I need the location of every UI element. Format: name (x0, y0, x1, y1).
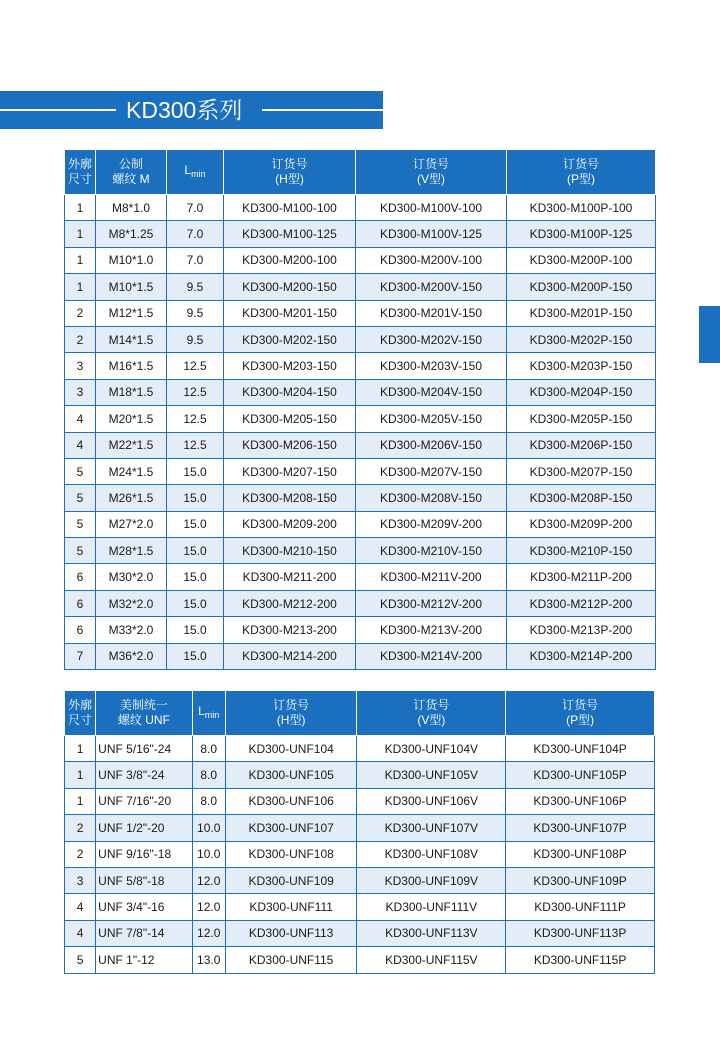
cell-size: 6 (65, 590, 96, 616)
side-tab-marker (699, 306, 720, 363)
cell-size: 4 (65, 920, 96, 946)
cell-lmin: 7.0 (167, 221, 224, 247)
cell-lmin: 8.0 (192, 762, 225, 788)
cell-size: 7 (65, 643, 96, 669)
cell-order-p: KD300-M211P-200 (507, 564, 656, 590)
cell-order-p: KD300-UNF115P (506, 947, 655, 973)
cell-order-p: KD300-UNF113P (506, 920, 655, 946)
cell-size: 2 (65, 841, 96, 867)
cell-thread: UNF 1/2"-20 (96, 815, 192, 841)
cell-lmin: 12.5 (167, 432, 224, 458)
cell-order-p: KD300-UNF106P (506, 788, 655, 814)
cell-order-p: KD300-M100P-100 (507, 195, 656, 221)
cell-order-h: KD300-UNF108 (225, 841, 357, 867)
cell-thread: UNF 3/8"-24 (96, 762, 192, 788)
cell-order-h: KD300-UNF115 (225, 947, 357, 973)
header-order-p-line1: 订货号 (562, 157, 599, 171)
cell-size: 5 (65, 458, 96, 484)
cell-order-v: KD300-M205V-150 (356, 406, 507, 432)
cell-order-p: KD300-M213P-200 (507, 617, 656, 643)
table-row (65, 247, 656, 273)
header-size-line1: 外廓 (68, 698, 93, 712)
table-row (65, 947, 655, 973)
cell-order-v: KD300-M202V-150 (356, 326, 507, 352)
cell-lmin: 13.0 (192, 947, 225, 973)
cell-thread: UNF 7/16"-20 (96, 788, 192, 814)
cell-size: 1 (65, 274, 96, 300)
cell-thread: M32*2.0 (96, 590, 167, 616)
cell-order-h: KD300-M203-150 (224, 353, 356, 379)
cell-thread: M20*1.5 (96, 406, 167, 432)
cell-order-v: KD300-UNF106V (357, 788, 506, 814)
header-order-h (224, 150, 356, 195)
cell-order-v: KD300-UNF109V (357, 867, 506, 893)
cell-size: 5 (65, 947, 96, 973)
table-row (65, 353, 656, 379)
table-row (65, 894, 655, 920)
cell-thread: UNF 3/4"-16 (96, 894, 192, 920)
cell-order-v: KD300-UNF104V (357, 736, 506, 762)
cell-thread: M8*1.0 (96, 195, 167, 221)
cell-thread: UNF 7/8"-14 (96, 920, 192, 946)
cell-thread: M10*1.0 (96, 247, 167, 273)
cell-lmin: 15.0 (167, 564, 224, 590)
table-row (65, 458, 656, 484)
cell-order-p: KD300-M208P-150 (507, 485, 656, 511)
cell-thread: M26*1.5 (96, 485, 167, 511)
table-row (65, 762, 655, 788)
cell-order-v: KD300-UNF115V (357, 947, 506, 973)
cell-size: 2 (65, 300, 96, 326)
cell-lmin: 12.5 (167, 353, 224, 379)
table-row (65, 485, 656, 511)
cell-order-p: KD300-M214P-200 (507, 643, 656, 669)
cell-order-v: KD300-M203V-150 (356, 353, 507, 379)
cell-order-h: KD300-M213-200 (224, 617, 356, 643)
header-order-v-line2: (V型) (417, 713, 446, 727)
cell-order-h: KD300-M204-150 (224, 379, 356, 405)
cell-order-h: KD300-M201-150 (224, 300, 356, 326)
table-row (65, 643, 656, 669)
table-row (65, 815, 655, 841)
cell-order-v: KD300-M200V-150 (356, 274, 507, 300)
header-order-h-line2: (H型) (275, 172, 304, 186)
cell-order-p: KD300-M200P-150 (507, 274, 656, 300)
cell-size: 2 (65, 326, 96, 352)
cell-order-h: KD300-UNF113 (225, 920, 357, 946)
metric-thread-table (64, 149, 656, 670)
cell-order-h: KD300-M211-200 (224, 564, 356, 590)
cell-size: 5 (65, 538, 96, 564)
header-order-v (357, 691, 506, 736)
cell-order-p: KD300-M201P-150 (507, 300, 656, 326)
cell-order-p: KD300-UNF108P (506, 841, 655, 867)
cell-order-p: KD300-UNF104P (506, 736, 655, 762)
cell-order-v: KD300-M209V-200 (356, 511, 507, 537)
header-order-h-line1: 订货号 (273, 698, 310, 712)
cell-order-v: KD300-M100V-125 (356, 221, 507, 247)
cell-lmin: 8.0 (192, 736, 225, 762)
cell-lmin: 12.0 (192, 894, 225, 920)
cell-lmin: 15.0 (167, 458, 224, 484)
cell-order-v: KD300-UNF111V (357, 894, 506, 920)
header-thread-line2: 螺纹 M (112, 172, 150, 186)
table-row (65, 736, 655, 762)
cell-order-p: KD300-M212P-200 (507, 590, 656, 616)
cell-lmin: 7.0 (167, 247, 224, 273)
table-row (65, 590, 656, 616)
cell-order-v: KD300-UNF107V (357, 815, 506, 841)
cell-order-v: KD300-M204V-150 (356, 379, 507, 405)
cell-order-p: KD300-M207P-150 (507, 458, 656, 484)
cell-order-h: KD300-M212-200 (224, 590, 356, 616)
header-thread-line2: 螺纹 UNF (117, 713, 170, 727)
cell-lmin: 15.0 (167, 485, 224, 511)
cell-size: 3 (65, 353, 96, 379)
banner-rule-right (262, 109, 383, 111)
header-order-h-line1: 订货号 (271, 157, 308, 171)
cell-order-h: KD300-UNF107 (225, 815, 357, 841)
cell-size: 6 (65, 564, 96, 590)
cell-thread: UNF 5/8"-18 (96, 867, 192, 893)
header-size (65, 150, 96, 195)
table-row (65, 511, 656, 537)
cell-order-h: KD300-M100-125 (224, 221, 356, 247)
cell-order-h: KD300-M200-100 (224, 247, 356, 273)
header-lmin-main: L (198, 703, 205, 718)
cell-order-p: KD300-M209P-200 (507, 511, 656, 537)
cell-order-v: KD300-M207V-150 (356, 458, 507, 484)
cell-order-p: KD300-M202P-150 (507, 326, 656, 352)
table-row (65, 617, 656, 643)
cell-order-h: KD300-M205-150 (224, 406, 356, 432)
cell-thread: M22*1.5 (96, 432, 167, 458)
unf-thread-table (64, 690, 655, 974)
cell-thread: M12*1.5 (96, 300, 167, 326)
header-order-h (225, 691, 357, 736)
cell-order-h: KD300-M208-150 (224, 485, 356, 511)
table-row (65, 841, 655, 867)
header-size-line2: 尺寸 (68, 713, 93, 727)
cell-lmin: 12.0 (192, 867, 225, 893)
header-order-p-line1: 订货号 (562, 698, 599, 712)
cell-thread: M24*1.5 (96, 458, 167, 484)
cell-order-v: KD300-UNF105V (357, 762, 506, 788)
table-row (65, 326, 656, 352)
header-thread (96, 150, 167, 195)
cell-order-v: KD300-M213V-200 (356, 617, 507, 643)
table-row (65, 379, 656, 405)
cell-size: 1 (65, 195, 96, 221)
cell-size: 1 (65, 788, 96, 814)
cell-thread: M16*1.5 (96, 353, 167, 379)
table-header-row (65, 150, 656, 195)
cell-lmin: 7.0 (167, 195, 224, 221)
cell-order-v: KD300-UNF113V (357, 920, 506, 946)
header-lmin-sub: min (204, 709, 220, 720)
header-order-p-line2: (P型) (566, 713, 595, 727)
cell-thread: M10*1.5 (96, 274, 167, 300)
cell-order-p: KD300-M204P-150 (507, 379, 656, 405)
header-size-line1: 外廓 (67, 157, 92, 171)
header-order-p (506, 691, 655, 736)
table-row (65, 274, 656, 300)
header-lmin (192, 691, 225, 736)
table-row (65, 920, 655, 946)
cell-order-p: KD300-UNF111P (506, 894, 655, 920)
cell-size: 5 (65, 485, 96, 511)
header-size (65, 691, 96, 736)
cell-lmin: 15.0 (167, 590, 224, 616)
header-order-h-line2: (H型) (276, 713, 306, 727)
cell-size: 1 (65, 736, 96, 762)
cell-lmin: 8.0 (192, 788, 225, 814)
header-thread-line1: 公制 (118, 157, 143, 171)
cell-thread: UNF 9/16"-18 (96, 841, 192, 867)
table-row (65, 867, 655, 893)
table-row (65, 788, 655, 814)
cell-order-v: KD300-M200V-100 (356, 247, 507, 273)
cell-lmin: 15.0 (167, 643, 224, 669)
header-order-v-line2: (V型) (417, 172, 445, 186)
cell-thread: M28*1.5 (96, 538, 167, 564)
cell-thread: M33*2.0 (96, 617, 167, 643)
header-lmin (167, 150, 224, 195)
header-order-p (507, 150, 656, 195)
cell-size: 1 (65, 221, 96, 247)
cell-lmin: 12.0 (192, 920, 225, 946)
cell-order-h: KD300-UNF104 (225, 736, 357, 762)
cell-thread: M18*1.5 (96, 379, 167, 405)
cell-order-h: KD300-M206-150 (224, 432, 356, 458)
header-lmin-main: L (184, 162, 192, 177)
header-order-p-line2: (P型) (567, 172, 595, 186)
header-order-v-line1: 订货号 (413, 698, 450, 712)
cell-thread: M30*2.0 (96, 564, 167, 590)
cell-order-p: KD300-UNF107P (506, 815, 655, 841)
header-order-v-line1: 订货号 (412, 157, 449, 171)
cell-order-v: KD300-M208V-150 (356, 485, 507, 511)
cell-order-p: KD300-M203P-150 (507, 353, 656, 379)
header-thread-line1: 美制统一 (119, 698, 168, 712)
cell-order-h: KD300-M100-100 (224, 195, 356, 221)
cell-order-v: KD300-UNF108V (357, 841, 506, 867)
cell-thread: M36*2.0 (96, 643, 167, 669)
cell-size: 6 (65, 617, 96, 643)
cell-order-p: KD300-M205P-150 (507, 406, 656, 432)
cell-size: 4 (65, 432, 96, 458)
cell-order-h: KD300-M214-200 (224, 643, 356, 669)
cell-size: 1 (65, 247, 96, 273)
cell-size: 3 (65, 867, 96, 893)
series-title: KD300系列 (126, 97, 243, 123)
cell-order-p: KD300-M100P-125 (507, 221, 656, 247)
banner-rule-left (0, 109, 116, 111)
cell-size: 3 (65, 379, 96, 405)
cell-lmin: 15.0 (167, 538, 224, 564)
table-row (65, 300, 656, 326)
cell-order-h: KD300-M200-150 (224, 274, 356, 300)
cell-thread: M27*2.0 (96, 511, 167, 537)
cell-thread: M14*1.5 (96, 326, 167, 352)
cell-order-p: KD300-M210P-150 (507, 538, 656, 564)
header-size-line2: 尺寸 (67, 172, 92, 186)
cell-order-h: KD300-M202-150 (224, 326, 356, 352)
cell-order-v: KD300-M212V-200 (356, 590, 507, 616)
cell-order-v: KD300-M210V-150 (356, 538, 507, 564)
cell-lmin: 9.5 (167, 300, 224, 326)
cell-lmin: 10.0 (192, 841, 225, 867)
table-row (65, 564, 656, 590)
cell-lmin: 12.5 (167, 406, 224, 432)
cell-order-h: KD300-UNF109 (225, 867, 357, 893)
series-banner (0, 91, 383, 129)
cell-order-p: KD300-UNF109P (506, 867, 655, 893)
cell-lmin: 10.0 (192, 815, 225, 841)
cell-order-h: KD300-M209-200 (224, 511, 356, 537)
cell-order-h: KD300-M210-150 (224, 538, 356, 564)
cell-order-h: KD300-UNF111 (225, 894, 357, 920)
table-row (65, 406, 656, 432)
table-row (65, 195, 656, 221)
table-row (65, 538, 656, 564)
cell-order-h: KD300-UNF105 (225, 762, 357, 788)
cell-order-v: KD300-M214V-200 (356, 643, 507, 669)
cell-order-v: KD300-M211V-200 (356, 564, 507, 590)
table-row (65, 221, 656, 247)
table-row (65, 432, 656, 458)
header-thread (96, 691, 192, 736)
cell-thread: UNF 1"-12 (96, 947, 192, 973)
table-header-row (65, 691, 655, 736)
cell-order-h: KD300-UNF106 (225, 788, 357, 814)
cell-size: 5 (65, 511, 96, 537)
cell-lmin: 12.5 (167, 379, 224, 405)
cell-order-v: KD300-M100V-100 (356, 195, 507, 221)
cell-lmin: 15.0 (167, 511, 224, 537)
cell-lmin: 15.0 (167, 617, 224, 643)
cell-order-h: KD300-M207-150 (224, 458, 356, 484)
cell-order-p: KD300-M200P-100 (507, 247, 656, 273)
cell-lmin: 9.5 (167, 274, 224, 300)
cell-size: 2 (65, 815, 96, 841)
cell-lmin: 9.5 (167, 326, 224, 352)
cell-thread: UNF 5/16"-24 (96, 736, 192, 762)
cell-size: 4 (65, 406, 96, 432)
cell-size: 4 (65, 894, 96, 920)
header-lmin-sub: min (191, 168, 206, 179)
cell-order-v: KD300-M201V-150 (356, 300, 507, 326)
cell-order-p: KD300-UNF105P (506, 762, 655, 788)
cell-order-v: KD300-M206V-150 (356, 432, 507, 458)
cell-size: 1 (65, 762, 96, 788)
header-order-v (356, 150, 507, 195)
cell-thread: M8*1.25 (96, 221, 167, 247)
cell-order-p: KD300-M206P-150 (507, 432, 656, 458)
